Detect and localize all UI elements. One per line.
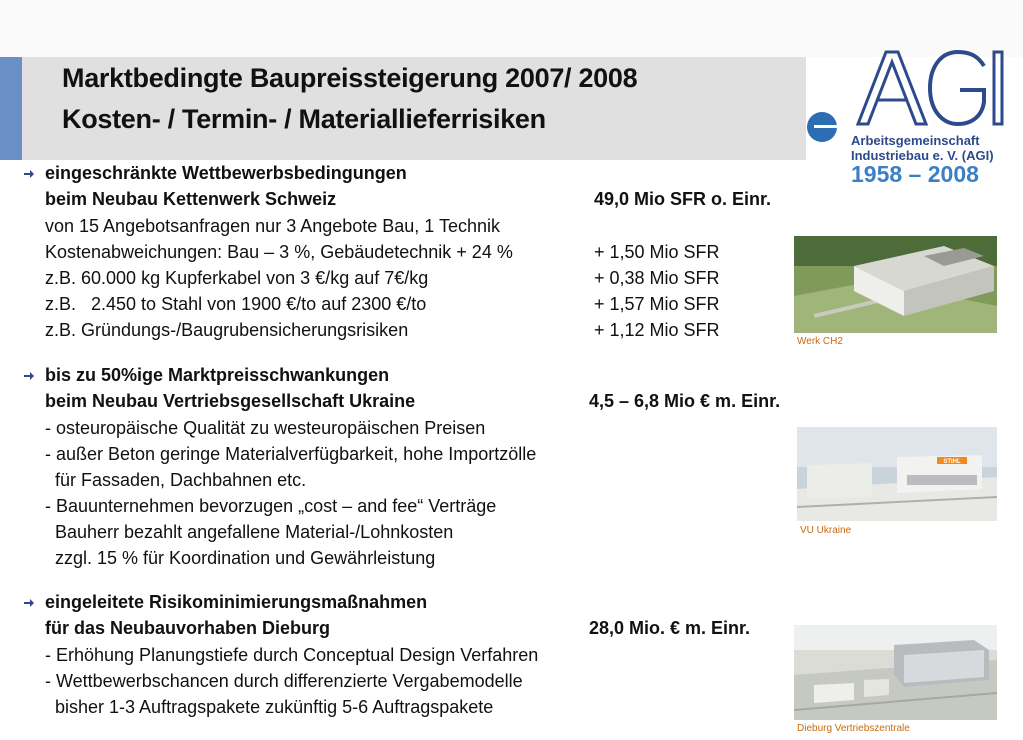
arrow-right-icon <box>24 598 34 608</box>
section2-line: für Fassaden, Dachbahnen etc. <box>45 470 307 490</box>
title-accent-bar <box>0 57 22 160</box>
section1-value: + 1,12 Mio SFR <box>594 320 720 340</box>
photo-caption: Werk CH2 <box>797 336 843 347</box>
section3-line: bisher 1-3 Auftragspakete zukünftig 5-6 Auftragspakete <box>45 697 494 717</box>
section2-heading: bis zu 50%ige Marktpreisschwankungen <box>45 365 390 385</box>
agi-logo <box>806 48 1023 193</box>
stihl-sign: STIHL <box>943 459 961 465</box>
logo-line1: Arbeitsgemeinschaft <box>851 133 980 148</box>
section3-subheading: für das Neubauvorhaben Dieburg <box>45 618 331 638</box>
section2-line: - außer Beton geringe Materialverfügbarkeit, hohe Importzölle <box>45 444 537 464</box>
section1-line: z.B. Gründungs-/Baugrubensicherungsrisiken <box>45 320 409 340</box>
arrow-right-icon <box>24 371 34 381</box>
section2-line: - osteuropäische Qualität zu westeuropäischen Preisen <box>45 418 486 438</box>
section3-line: - Wettbewerbschancen durch differenzierte Vergabemodelle <box>45 671 523 691</box>
logo-years: 1958 – 2008 <box>851 161 979 187</box>
section2-line: Bauherr bezahlt angefallene Material-/Lohnkosten <box>45 522 454 542</box>
section1-value: + 0,38 Mio SFR <box>594 268 720 288</box>
section1-line: z.B. 60.000 kg Kupferkabel von 3 €/kg auf 7€/kg <box>45 268 429 288</box>
section2-total: 4,5 – 6,8 Mio € m. Einr. <box>589 391 781 411</box>
logo-line2: Industriebau e. V. (AGI) <box>851 148 994 163</box>
section1-subheading: beim Neubau Kettenwerk Schweiz <box>45 189 337 209</box>
slide-subtitle: Kosten- / Termin- / Materiallieferrisiken <box>62 104 546 134</box>
section2-subheading: beim Neubau Vertriebsgesellschaft Ukraine <box>45 391 416 411</box>
werk-ch2-photo <box>794 236 997 333</box>
dieburg-photo <box>794 625 997 720</box>
section1-line: von 15 Angebotsanfragen nur 3 Angebote Bau, 1 Technik <box>45 216 501 236</box>
vu-ukraine-photo <box>797 427 997 521</box>
section2-line: - Bauunternehmen bevorzugen „cost – and fee“ Verträge <box>45 496 497 516</box>
section1-heading: eingeschränkte Wettbewerbsbedingungen <box>45 163 407 183</box>
section1-line: z.B. 2.450 to Stahl von 1900 €/to auf 2300 €/to <box>45 294 427 314</box>
logo-dot-icon <box>806 111 846 151</box>
section3-line: - Erhöhung Planungstiefe durch Conceptual Design Verfahren <box>45 645 539 665</box>
photo-caption: Dieburg Vertriebszentrale <box>797 723 910 734</box>
section1-line: Kostenabweichungen: Bau – 3 %, Gebäudetechnik + 24 % <box>45 242 513 262</box>
section3-heading: eingeleitete Risikominimierungsmaßnahmen <box>45 592 428 612</box>
section1-value: + 1,57 Mio SFR <box>594 294 720 314</box>
section1-value: + 1,50 Mio SFR <box>594 242 720 262</box>
slide-title: Marktbedingte Baupreissteigerung 2007/ 2008 <box>62 63 638 93</box>
section2-line: zzgl. 15 % für Koordination und Gewährleistung <box>45 548 436 568</box>
section1-total: 49,0 Mio SFR o. Einr. <box>594 189 772 209</box>
section3-total: 28,0 Mio. € m. Einr. <box>589 618 751 638</box>
arrow-right-icon <box>24 169 34 179</box>
agi-letters-graphic <box>854 48 1014 128</box>
photo-caption: VU Ukraine <box>800 525 852 536</box>
